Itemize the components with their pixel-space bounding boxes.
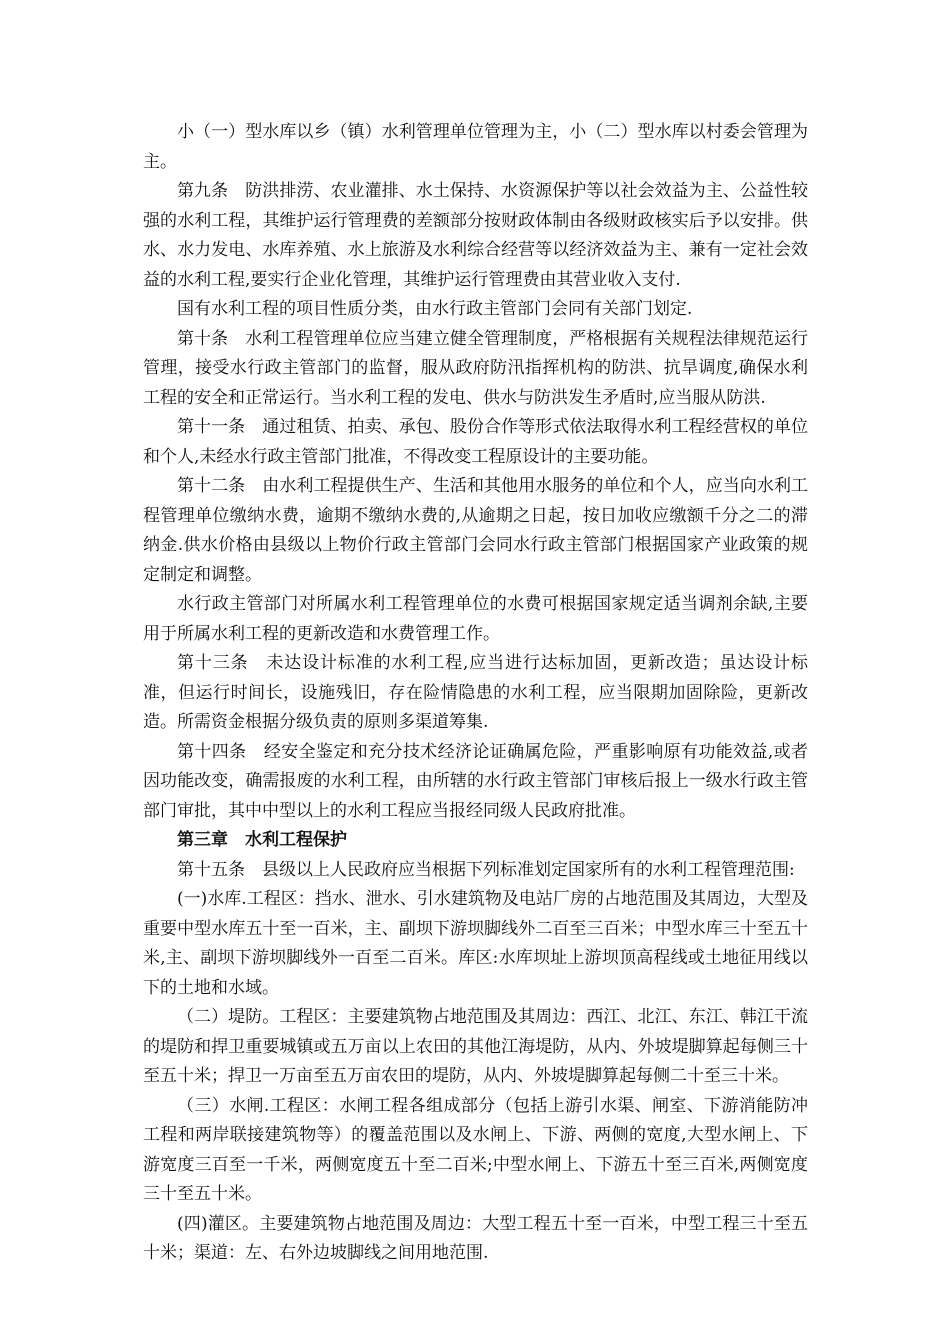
paragraph: 水行政主管部门对所属水利工程管理单位的水费可根据国家规定适当调剂余缺,主要用于所属水利工程的更新改造和水费管理工作。 bbox=[143, 594, 808, 644]
paragraph: 第九条 防洪排涝、农业灌排、水土保持、水资源保护等以社会效益为主、公益性较强的水利工程，其维护运行管理费的差额部分按财政体制由各级财政核实后予以安排。供水、水力发电、水库养殖、水上旅游及水利综合经营等以经济效益为主、兼有一定社会效益的水利工程,要实行企业化管理，其维护运行管理费由其营业收入支付. bbox=[143, 181, 808, 290]
paragraph: 第十四条 经安全鉴定和充分技术经济论证确属危险，严重影响原有功能效益,或者因功能改变，确需报废的水利工程，由所辖的水行政主管部门审核后报上一级水行政主管部门审批，其中中型以上的水利工程应当报经同级人民政府批准。 bbox=[143, 741, 808, 821]
paragraph: 第十五条 县级以上人民政府应当根据下列标准划定国家所有的水利工程管理范围: bbox=[177, 859, 795, 880]
paragraph: 第十三条 未达设计标准的水利工程,应当进行达标加固，更新改造；虽达设计标准，但运行时间长，设施残旧，存在险情隐患的水利工程，应当限期加固除险，更新改造。所需资金根据分级负责的原则多渠道筹集. bbox=[143, 653, 808, 732]
paragraph: 第十二条 由水利工程提供生产、生活和其他用水服务的单位和个人，应当向水利工程管理单位缴纳水费，逾期不缴纳水费的,从逾期之日起，按日加收应缴额千分之二的滞纳金.供水价格由县级以上物价行政主管部门会同水行政主管部门根据国家产业政策的规定制定和调整。 bbox=[143, 476, 808, 585]
paragraph: 国有水利工程的项目性质分类，由水行政主管部门会同有关部门划定. bbox=[177, 299, 693, 319]
paragraph: （二）堤防。工程区：主要建筑物占地范围及其周边：西江、北江、东江、韩江干流的堤防和捍卫重要城镇或五万亩以上农田的其他江海堤防，从内、外坡堤脚算起每侧三十至五十米；捍卫一万亩至五万亩农田的堤防，从内、外坡堤脚算起每侧二十至三十米。 bbox=[143, 1007, 808, 1086]
chapter-heading: 第三章 水利工程保护 bbox=[177, 830, 347, 850]
paragraph: (一)水库.工程区：挡水、泄水、引水建筑物及电站厂房的占地范围及其周边，大型及重要中型水库五十至一百米，主、副坝下游坝脚线外二百至三百米；中型水库三十至五十米,主、副坝下游坝脚线外一百至二百米。库区:水库坝址上游坝顶高程线或土地征用线以下的土地和水域。 bbox=[143, 889, 808, 998]
paragraph: 第十条 水利工程管理单位应当建立健全管理制度，严格根据有关规程法律规范运行管理，接受水行政主管部门的监督，服从政府防汛指挥机构的防洪、抗旱调度,确保水利工程的安全和正常运行。当水利工程的发电、供水与防洪发生矛盾时,应当服从防洪. bbox=[143, 328, 808, 408]
paragraph: （三）水闸.工程区：水闸工程各组成部分（包括上游引水渠、闸室、下游消能防冲工程和两岸联接建筑物等）的覆盖范围以及水闸上、下游、两侧的宽度,大型水闸上、下游宽度三百至一千米，两侧宽度五十至二百米;中型水闸上、下游五十至三百米,两侧宽度三十至五十米。 bbox=[143, 1095, 808, 1204]
paragraph: 小（一）型水库以乡（镇）水利管理单位管理为主，小（二）型水库以村委会管理为主。 bbox=[143, 122, 808, 172]
document-page bbox=[143, 118, 808, 1269]
paragraph: (四)灌区。主要建筑物占地范围及周边：大型工程五十至一百米，中型工程三十至五十米；渠道：左、右外边坡脚线之间用地范围. bbox=[143, 1213, 808, 1263]
paragraph: 第十一条 通过租赁、拍卖、承包、股份合作等形式依法取得水利工程经营权的单位和个人,未经水行政主管部门批准，不得改变工程原设计的主要功能。 bbox=[143, 417, 808, 467]
